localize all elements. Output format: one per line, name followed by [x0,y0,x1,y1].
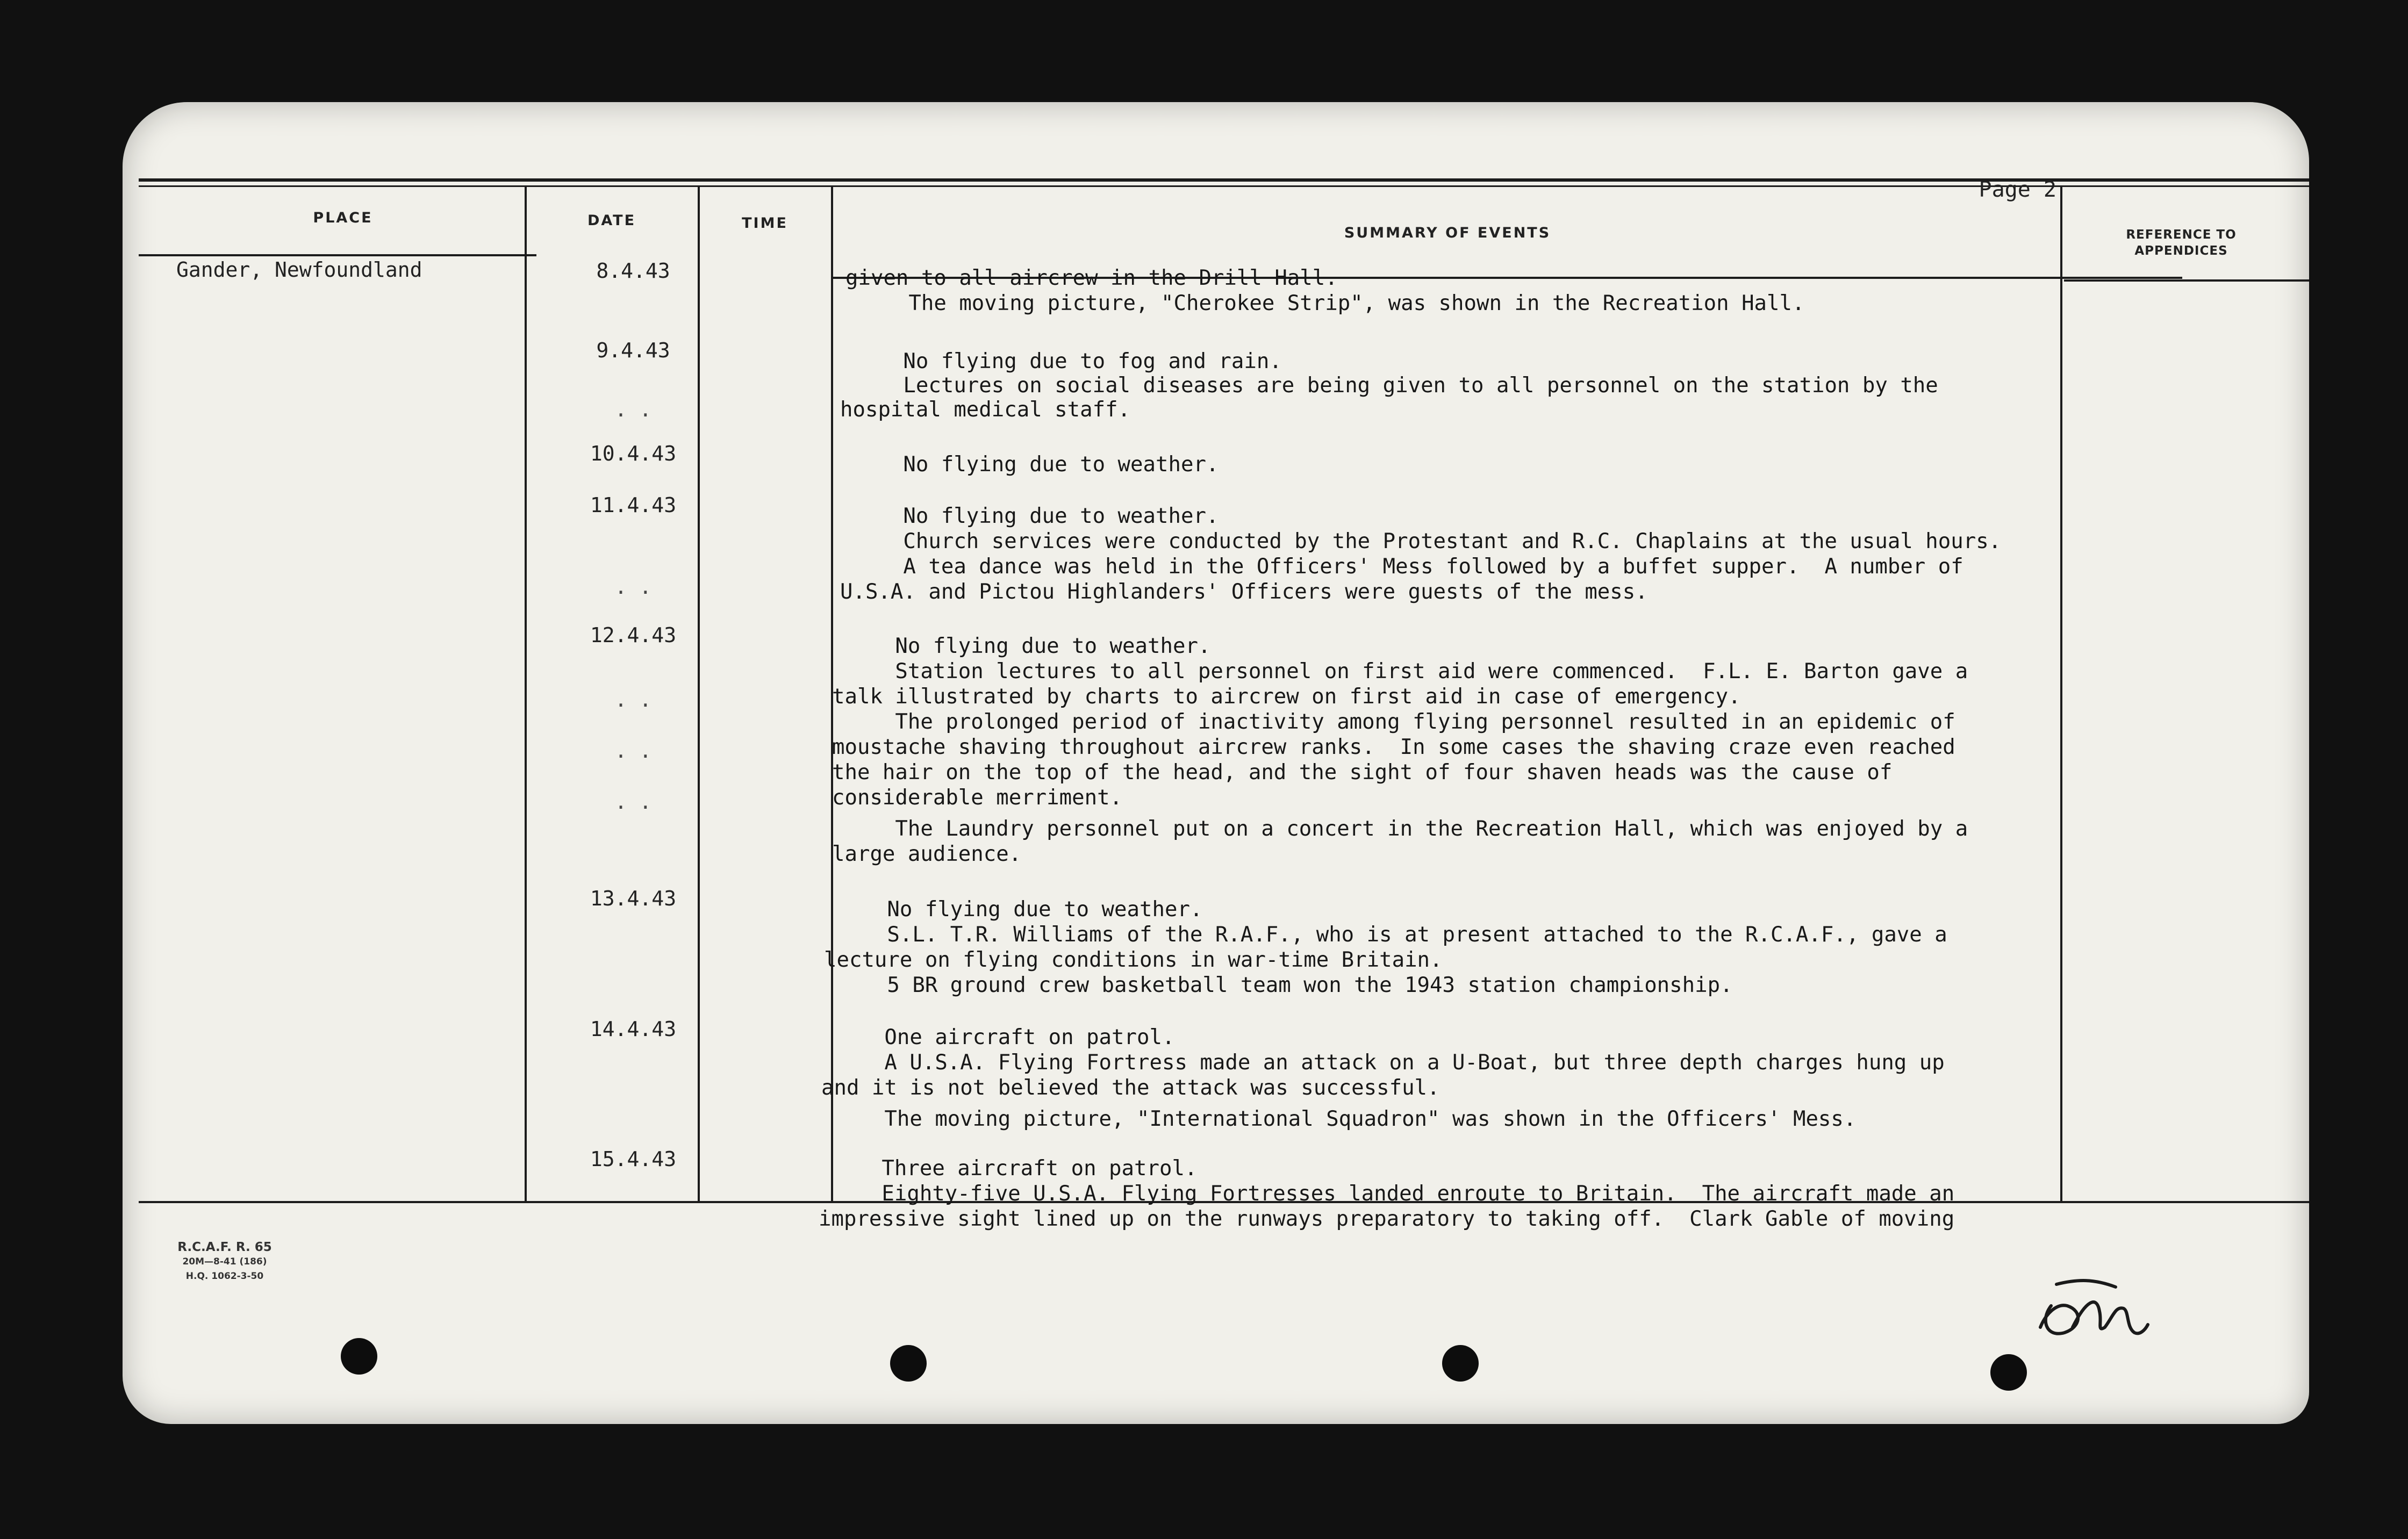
summary-line: No flying due to weather. [840,504,1219,528]
summary-line: moustache shaving throughout aircrew ranks. In some cases the shaving craze even reached [832,735,1955,759]
date-cell: 11.4.43 [590,493,677,517]
header-time: TIME [742,215,788,232]
punch-hole [890,1345,927,1382]
summary-line: S.L. T.R. Williams of the R.A.F., who is at present attached to the R.C.A.F., gave a [824,923,1947,947]
place-cell: Gander, Newfoundland [176,258,422,282]
summary-line: Station lectures to all personnel on first aid were commenced. F.L. E. Barton gave a [832,659,1968,684]
punch-hole [341,1338,377,1375]
summary-line: No flying due to weather. [832,634,1211,658]
summary-line: talk illustrated by charts to aircrew on first aid in case of emergency. [832,685,1741,709]
summary-line: No flying due to weather. [824,897,1203,922]
date-cell: 12.4.43 [590,623,677,647]
summary-line: One aircraft on patrol. [821,1025,1175,1049]
summary-line: The moving picture, "Cherokee Strip", was shown in the Recreation Hall. [845,291,1805,315]
date-cell: 8.4.43 [596,259,670,283]
header-summary: SUMMARY OF EVENTS [1344,225,1551,241]
header-date: DATE [587,212,636,229]
ditto-mark: . . [614,398,652,421]
summary-line: 5 BR ground crew basketball team won the 1943 station championship. [824,973,1733,997]
form-number [166,1240,284,1284]
punch-hole [1990,1354,2027,1391]
summary-line: Lectures on social diseases are being given to all personnel on the station by the [840,373,1938,398]
header-reference: REFERENCE TO APPENDICES [2126,228,2237,258]
header-bottom-rule [139,254,536,256]
date-cell: 15.4.43 [590,1147,677,1171]
summary-line: U.S.A. and Pictou Highlanders' Officers were guests of the mess. [840,580,1648,604]
summary-line: given to all aircrew in the Drill Hall. [845,266,1338,290]
summary-line: Church services were conducted by the Protestant and R.C. Chaplains at the usual hours. [840,529,2002,553]
col-rule-1 [525,187,527,1203]
summary-line: large audience. [832,842,1022,866]
date-cell: 14.4.43 [590,1017,677,1041]
date-cell: 9.4.43 [596,339,670,362]
ditto-mark: . . [614,739,652,763]
handwritten-initials [2035,1268,2153,1349]
summary-line: No flying due to weather. [840,452,1219,477]
summary-line: A U.S.A. Flying Fortress made an attack on a U-Boat, but three depth charges hung up [821,1051,1945,1075]
summary-line: The prolonged period of inactivity among flying personnel resulted in an epidemic of [832,710,1955,734]
punch-hole [1442,1345,1479,1382]
ditto-mark: . . [614,790,652,814]
summary-line: the hair on the top of the head, and the sight of four shaven heads was the cause of [832,760,1893,785]
summary-line: lecture on flying conditions in war-time Britain. [824,948,1443,972]
form-line: 20M—8-41 (186) [182,1256,267,1267]
col-rule-4 [2060,187,2062,1203]
summary-line: and it is not believed the attack was successful. [821,1076,1440,1100]
form-line: H.Q. 1062-3-50 [185,1271,264,1282]
summary-line: Three aircraft on patrol. [819,1156,1198,1181]
ditto-mark: . . [614,688,652,711]
page-number: Page 2 [1979,177,2056,202]
ditto-mark: . . [614,575,652,599]
summary-line: A tea dance was held in the Officers' Mess followed by a buffet supper. A number of [840,555,1963,579]
date-cell: 10.4.43 [590,442,677,465]
header-place: PLACE [313,210,373,226]
summary-line: impressive sight lined up on the runways preparatory to taking off. Clark Gable of moving [819,1207,1955,1231]
form-line: R.C.A.F. R. 65 [177,1240,272,1254]
diary-page [123,102,2309,1424]
summary-line: The Laundry personnel put on a concert in the Recreation Hall, which was enjoyed by a [832,817,1968,841]
summary-line: Eighty-five U.S.A. Flying Fortresses landed enroute to Britain. The aircraft made an [819,1182,1955,1206]
summary-line: The moving picture, "International Squadron" was shown in the Officers' Mess. [821,1107,1857,1131]
summary-line: considerable merriment. [832,786,1123,810]
summary-line: No flying due to fog and rain. [840,349,1282,373]
summary-line: hospital medical staff. [840,398,1131,422]
ref-header-rule [2064,279,2309,282]
date-cell: 13.4.43 [590,887,677,910]
